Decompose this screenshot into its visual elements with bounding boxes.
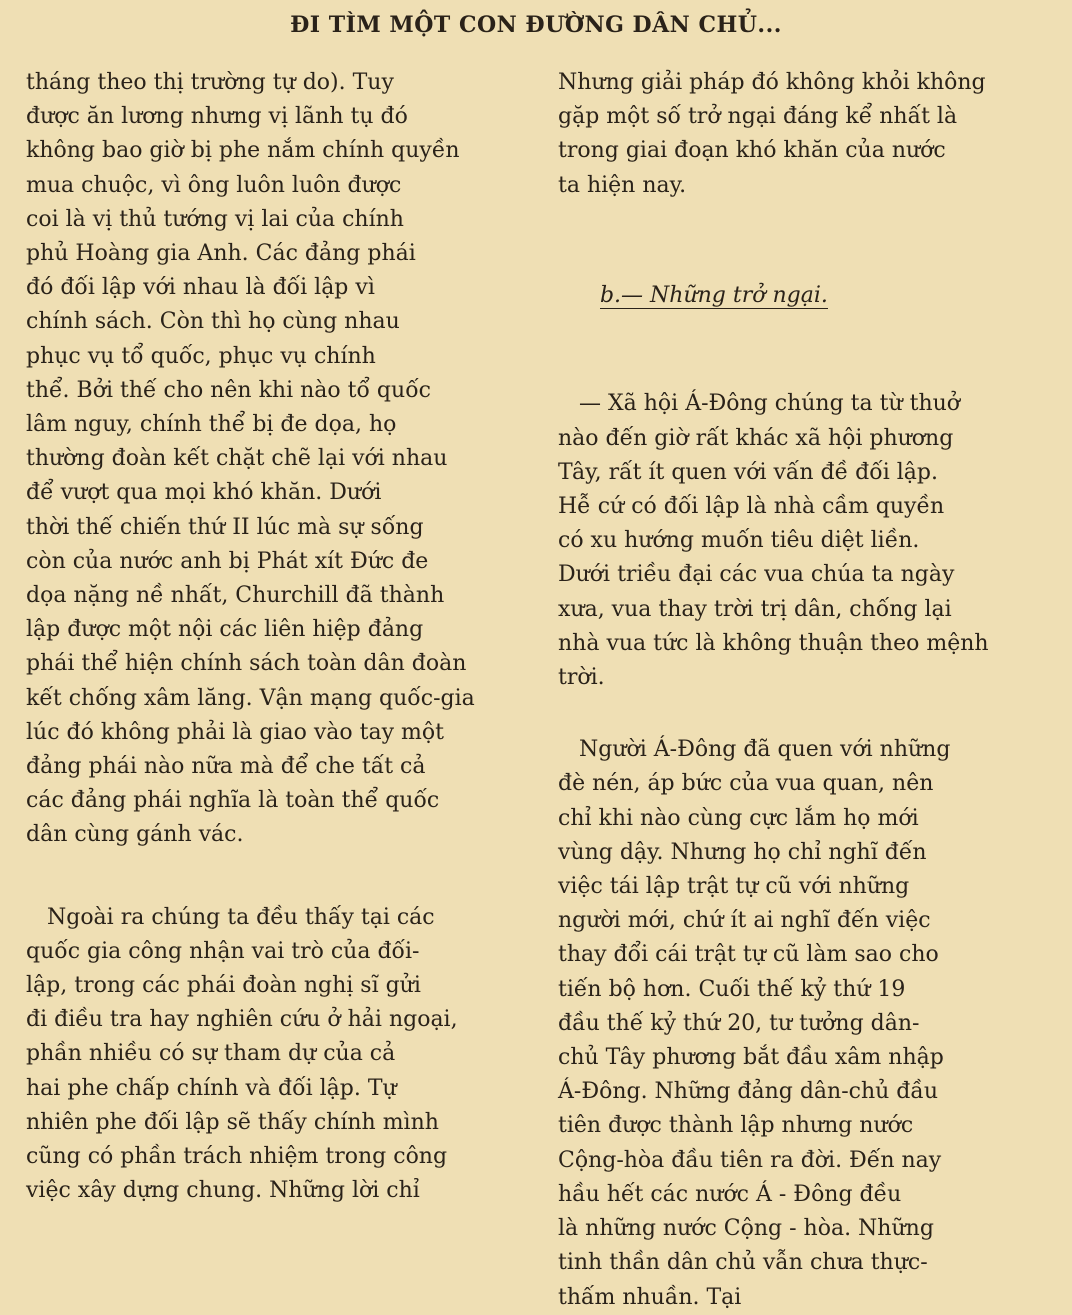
left-column	[26, 66, 526, 1209]
subheading-text: b.— Những trở ngại.	[599, 283, 828, 309]
right-column	[558, 66, 1063, 1315]
paragraph: Ngoài ra chúng ta đều thấy tại các quốc gia công nhận vai trò của đối- lập, trong các phái đoàn nghị sĩ gửi đi điều tra hay nghiên cứu ở hải ngoại, phần nhiều có sự tham dự của cả hai phe chấp chính và đối lập. Tự nhiên phe đối lập sẽ thấy chính mình cũng có phần trách nhiệm trong công việc xây dựng chung. Những lời chỉ	[26, 904, 458, 1204]
paragraph: Người Á-Đông đã quen với những đè nén, áp bức của vua quan, nên chỉ khi nào cùng cực lắm họ mới vùng dậy. Nhưng họ chỉ nghĩ đến việc tái lập trật tự cũ với những người mới, chứ ít ai nghĩ đến việc thay đổi cái trật tự cũ làm sao cho tiến bộ hơn. Cuối thế kỷ thứ 19 đầu thế kỷ thứ 20, tư tưởng dân- chủ Tây phương bắt đầu xâm nhập Á-Đông. Những đảng dân-chủ đầu tiên được thành lập nhưng nước Cộng-hòa đầu tiên ra đời. Đến nay hầu hết các nước Á - Đông đều là những nước Cộng - hòa. Những tinh thần dân chủ vẫn chưa thực- thấm nhuần. Tại	[558, 737, 951, 1310]
paragraph: Nhưng giải pháp đó không khỏi không gặp một số trở ngại đáng kể nhất là trong giai đoạn khó khăn của nước ta hiện nay.	[558, 70, 986, 198]
section-subheading	[558, 245, 1063, 348]
running-header: ĐI TÌM MỘT CON ĐƯỜNG DÂN CHỦ...	[290, 12, 782, 38]
paragraph: tháng theo thị trường tự do). Tuy được ăn lương nhưng vị lãnh tụ đó không bao giờ bị phe nắm chính quyền mua chuộc, vì ông luôn luôn được coi là vị thủ tướng vị lai của chính phủ Hoàng gia Anh. Các đảng phái đó đối lập với nhau là đối lập vì chính sách. Còn thì họ cùng nhau phục vụ tổ quốc, phục vụ chính thể. Bởi thế cho nên khi nào tổ quốc lâm nguy, chính thể bị đe dọa, họ thường đoàn kết chặt chẽ lại với nhau để vượt qua mọi khó khăn. Dưới thời thế chiến thứ II lúc mà sự sống còn của nước anh bị Phát xít Đức đe dọa nặng nề nhất, Churchill đã thành lập được một nội các liên hiệp đảng phái thể hiện chính sách toàn dân đoàn kết chống xâm lăng. Vận mạng quốc-gia lúc đó không phải là giao vào tay một đảng phái nào nữa mà để che tất cả các đảng phái nghĩa là toàn thể quốc dân cùng gánh vác.	[26, 70, 475, 848]
paragraph: — Xã hội Á-Đông chúng ta từ thuở nào đến giờ rất khác xã hội phương Tây, rất ít quen với vấn đề đối lập. Hễ cứ có đối lập là nhà cầm quyền có xu hướng muốn tiêu diệt liền. Dưới triều đại các vua chúa ta ngày xưa, vua thay trời trị dân, chống lại nhà vua tức là không thuận theo mệnh trời.	[558, 391, 989, 691]
